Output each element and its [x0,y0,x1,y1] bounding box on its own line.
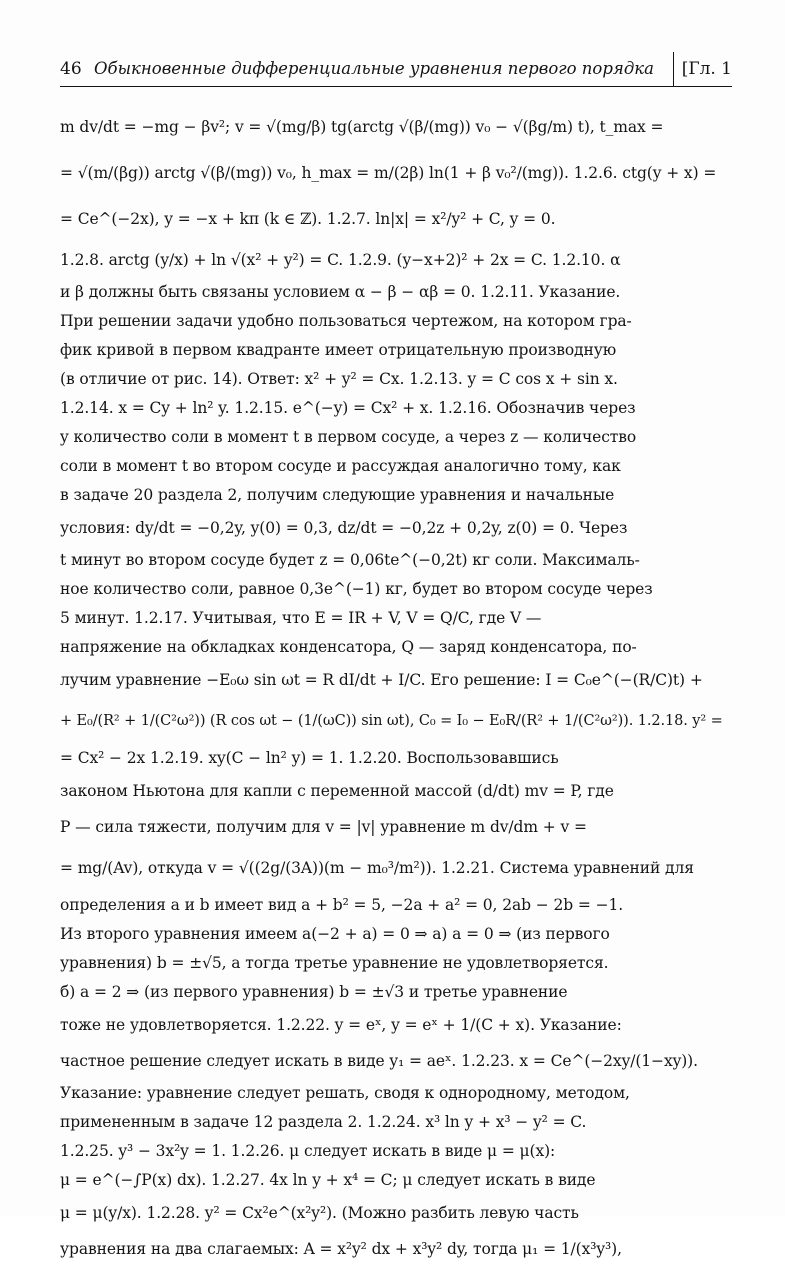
text-line: 1.2.25. y³ − 3x²y = 1. 1.2.26. μ следует искать в виде μ = μ(x): [60,1142,556,1160]
text-line: μ = μ(y/x). 1.2.28. y² = Cx²e^(x²y²). (Можно разбить левую часть [60,1204,579,1222]
text-line: соли в момент t во втором сосуде и рассуждая аналогично тому, как [60,457,621,475]
header-rule [60,86,732,87]
text-line: лучим уравнение −E₀ω sin ωt = R dI/dt + I/C. Его решение: I = C₀e^(−(R/C)t) + [60,671,703,689]
text-line: При решении задачи удобно пользоваться чертежом, на котором гра- [60,312,632,330]
text-line: частное решение следует искать в виде y₁ = aeˣ. 1.2.23. x = Ce^(−2xy/(1−xy)). [60,1052,698,1070]
text-line: и β должны быть связаны условием α − β − αβ = 0. 1.2.11. Указание. [60,283,621,301]
text-line: уравнения на два слагаемых: A = x²y² dx + x³y² dy, тогда μ₁ = 1/(x³y³), [60,1240,622,1258]
text-line: + E₀/(R² + 1/(C²ω²)) (R cos ωt − (1/(ωC)) sin ωt), C₀ = I₀ − E₀R/(R² + 1/(C²ω²)). 1.2.18. y² = [60,713,723,729]
text-line: y количество соли в момент t в первом сосуде, а через z — количество [60,428,637,446]
text-line: определения a и b имеет вид a + b² = 5, −2a + a² = 0, 2ab − 2b = −1. [60,896,624,914]
text-line: P — сила тяжести, получим для v = |v| уравнение m dv/dm + v = [60,818,587,836]
text-line: t минут во втором сосуде будет z = 0,06te^(−0,2t) кг соли. Максималь- [60,551,640,569]
running-head [60,52,732,86]
text-line: = Ce^(−2x), y = −x + kπ (k ∈ ℤ). 1.2.7. ln|x| = x²/y² + C, y = 0. [60,210,556,228]
text-line: фик кривой в первом квадранте имеет отрицательную производную [60,341,617,359]
chapter-reference: [Гл. 1 [673,52,732,86]
text-line: уравнения) b = ±√5, а тогда третье уравнение не удовлетворяется. [60,954,609,972]
text-line: б) a = 2 ⇒ (из первого уравнения) b = ±√3 и третье уравнение [60,983,568,1001]
text-line: 5 минут. 1.2.17. Учитывая, что E = IR + V, V = Q/C, где V — [60,609,542,627]
text-line: (в отличие от рис. 14). Ответ: x² + y² = Cx. 1.2.13. y = C cos x + sin x. [60,370,618,388]
text-line: Указание: уравнение следует решать, сводя к однородному, методом, [60,1084,630,1102]
text-line: = mg/(Av), откуда v = √((2g/(3A))(m − m₀³/m²)). 1.2.21. Система уравнений для [60,859,694,877]
text-line: 1.2.8. arctg (y/x) + ln √(x² + y²) = C. 1.2.9. (y−x+2)² + 2x = C. 1.2.10. α [60,251,621,269]
text-line: Из второго уравнения имеем a(−2 + a) = 0 ⇒ а) a = 0 ⇒ (из первого [60,925,610,943]
chapter-title: Обыкновенные дифференциальные уравнения первого порядка [94,59,654,78]
text-line: в задаче 20 раздела 2, получим следующие уравнения и начальные [60,486,615,504]
text-line: условия: dy/dt = −0,2y, y(0) = 0,3, dz/dt = −0,2z + 0,2y, z(0) = 0. Через [60,519,628,537]
text-line: ное количество соли, равное 0,3e^(−1) кг, будет во втором сосуде через [60,580,653,598]
text-line: напряжение на обкладках конденсатора, Q — заряд конденсатора, по- [60,638,637,656]
text-line: = Cx² − 2x 1.2.19. xy(C − ln² y) = 1. 1.2.20. Воспользовавшись [60,749,559,767]
text-line: m dv/dt = −mg − βv²; v = √(mg/β) tg(arctg √(β/(mg)) v₀ − √(βg/m) t), t_max = [60,118,664,136]
text-line: примененным в задаче 12 раздела 2. 1.2.24. x³ ln y + x³ − y² = C. [60,1113,587,1131]
text-line: μ = e^(−∫P(x) dx). 1.2.27. 4x ln y + x⁴ = C; μ следует искать в виде [60,1171,596,1189]
text-line: тоже не удовлетворяется. 1.2.22. y = eˣ, y = eˣ + 1/(C + x). Указание: [60,1016,622,1034]
text-line: законом Ньютона для капли с переменной массой (d/dt) mv = P, где [60,782,614,800]
page-number: 46 [60,59,82,79]
text-line: 1.2.14. x = Cy + ln² y. 1.2.15. e^(−y) = Cx² + x. 1.2.16. Обозначив через [60,399,636,417]
text-line: = √(m/(βg)) arctg √(β/(mg)) v₀, h_max = m/(2β) ln(1 + β v₀²/(mg)). 1.2.6. ctg(y + x) = [60,164,717,182]
answers-body-text [60,104,732,1267]
